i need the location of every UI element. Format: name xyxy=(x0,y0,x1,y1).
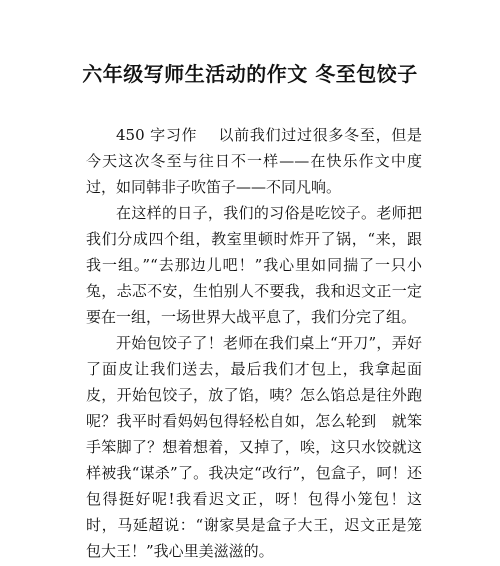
paragraph-2: 在这样的日子，我们的习俗是吃饺子。老师把我们分成四个组，教室里顿时炸开了锅，“来，跟我一组。”“去那边儿吧！”我心里如同揣了一只小兔，忐忑不安，生怕别人不要我，我和迟文正一定要在一组，一场世界大战平息了，我们分完了组。 xyxy=(86,204,422,326)
paragraph-1: 450 字习作 以前我们过过很多冬至，但是今天这次冬至与往日不一样——在快乐作文中度过，如同韩非子吹笛子——不同凡响。 xyxy=(86,126,422,196)
document-body xyxy=(86,122,422,564)
paragraph-3: 开始包饺子了！老师在我们桌上“开刀”，弄好了面皮让我们送去，最后我们才包上，我拿起面皮，开始包饺子，放了馅，咦？怎么馅总是往外跑呢？我平时看妈妈包得轻松自如，怎么轮到 就笨手笨脚了？想着想着，又掉了，唉，这只水饺就这样被我“谋杀”了。我决定“改行”，包盒子，呵！还包得挺好呢!我看迟文正，呀！包得小笼包！这时，马延超说：“谢家昊是盒子大王，迟文正是笼包大王！”我心里美滋滋的。 xyxy=(86,334,422,560)
document-title: 六年级写师生活动的作文 冬至包饺子 xyxy=(82,62,418,86)
